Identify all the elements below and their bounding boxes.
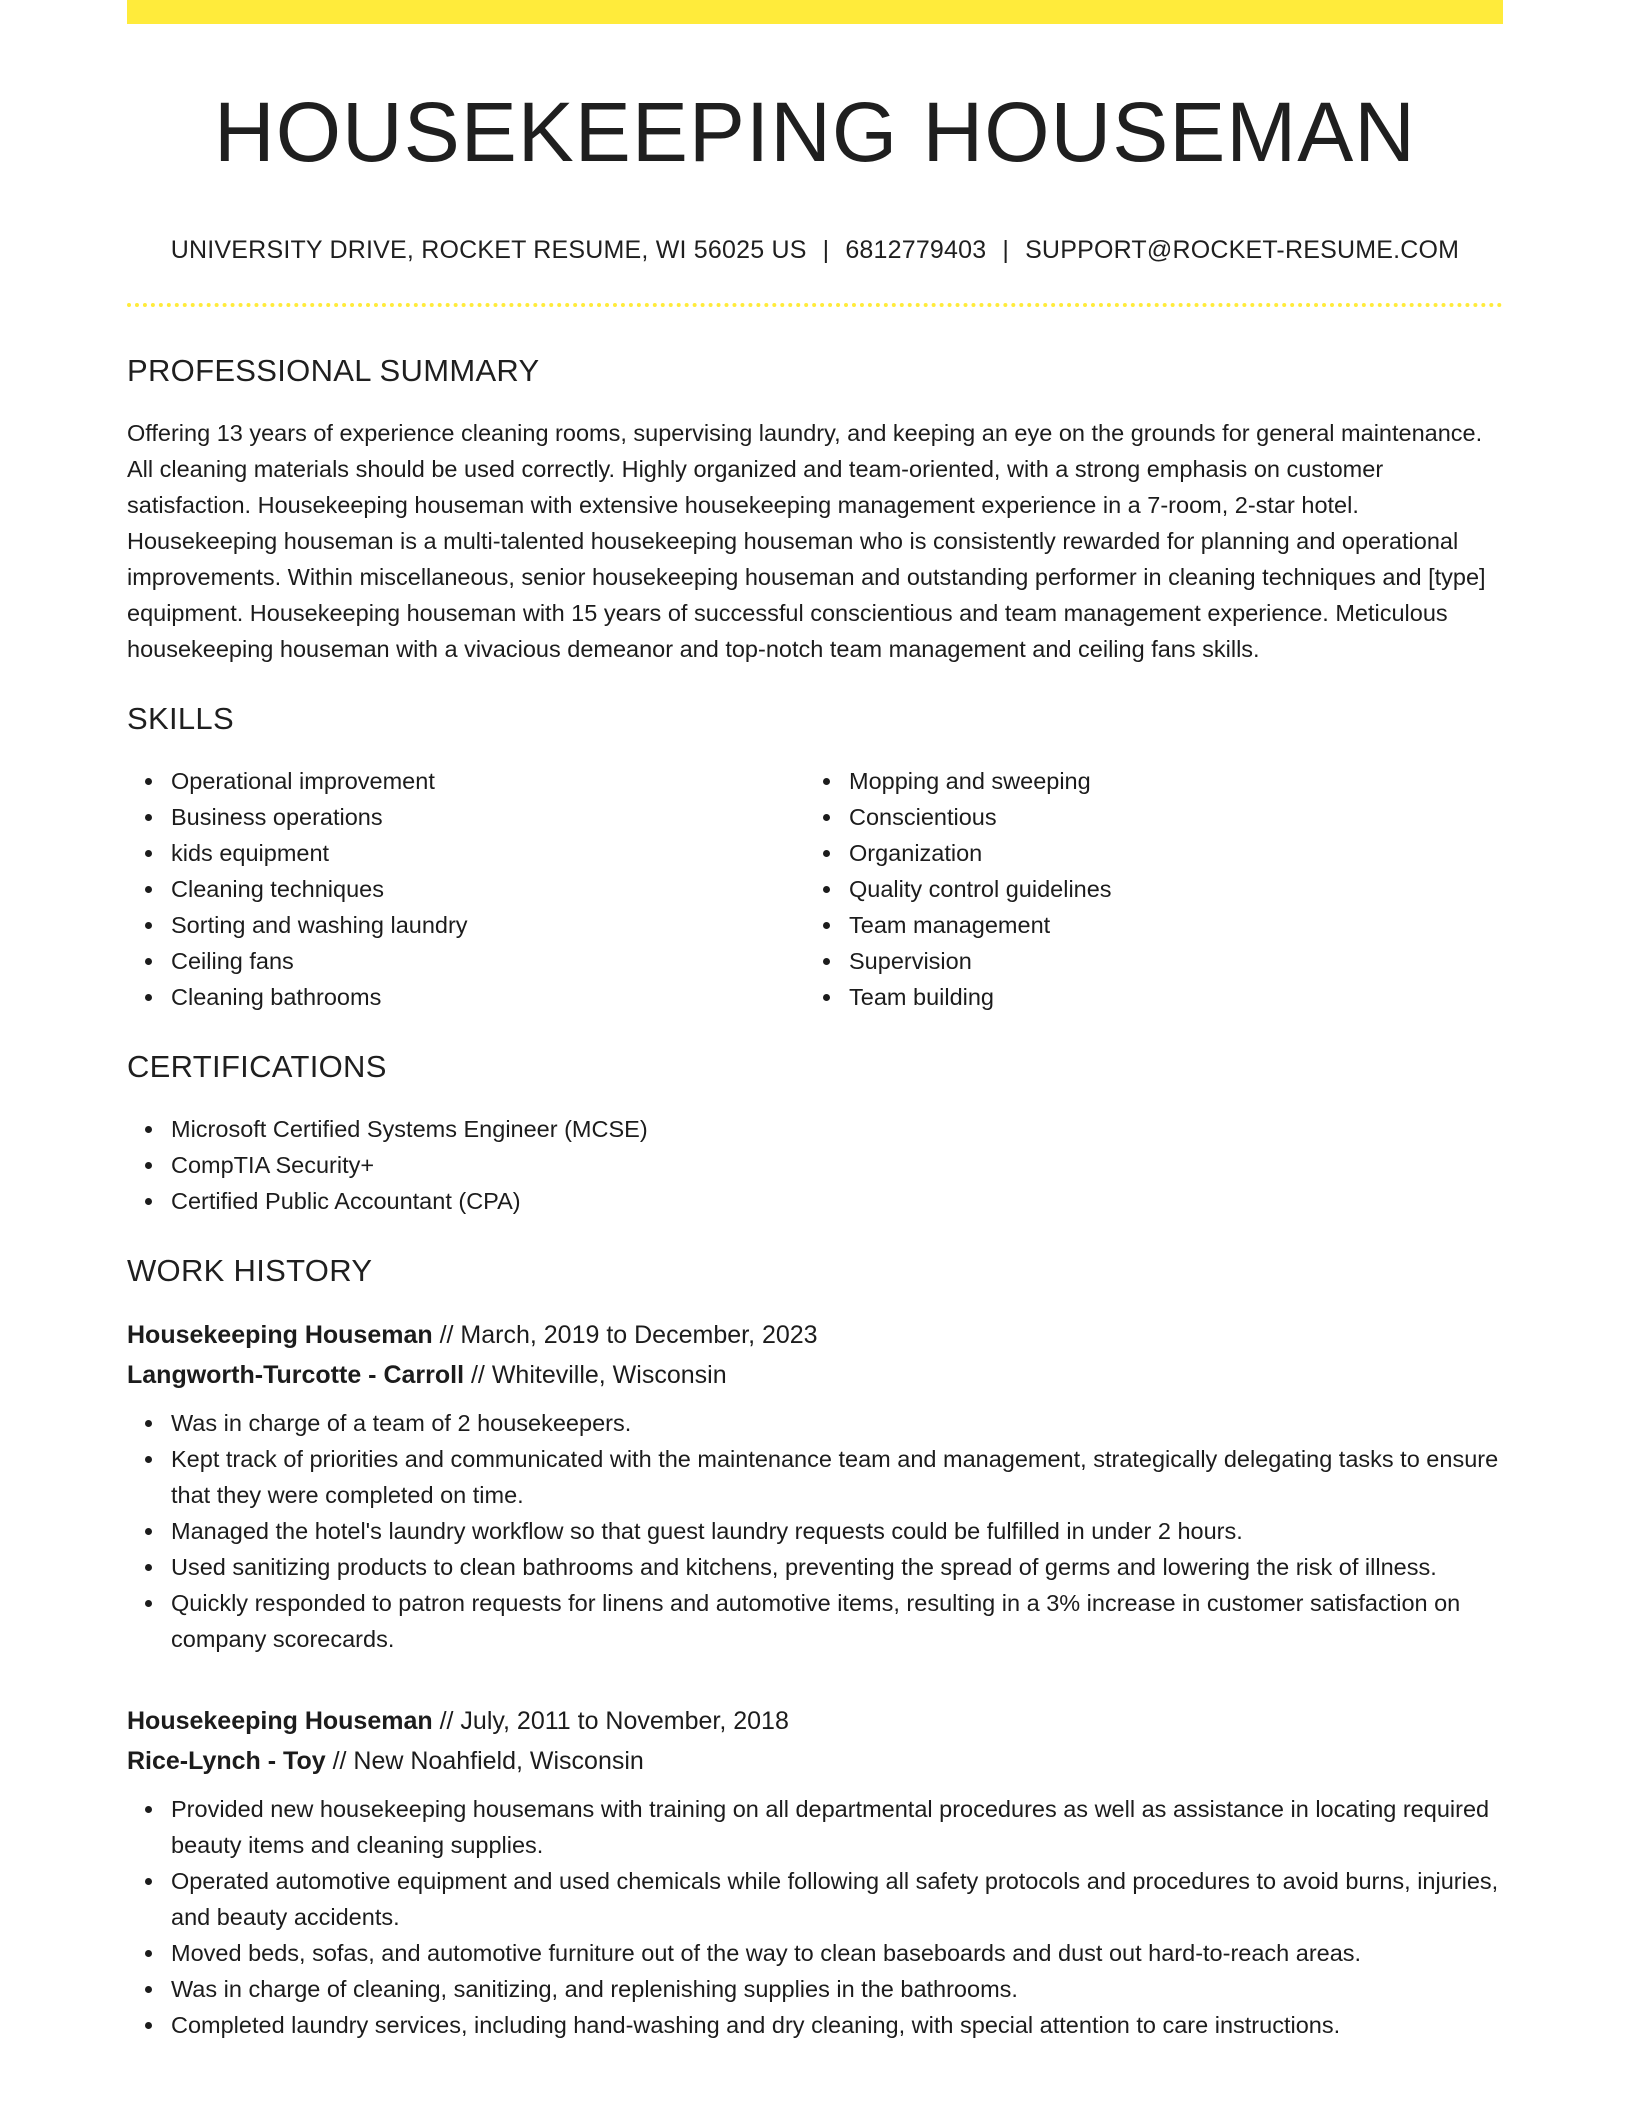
job-title-line bbox=[127, 1315, 1503, 1355]
skills-column-left bbox=[127, 763, 805, 1015]
job-title: Housekeeping Houseman bbox=[127, 1707, 433, 1736]
job-duty: Provided new housekeeping housemans with training on all departmental procedures as well as assistance in locating required beauty items and cleaning supplies. bbox=[171, 1791, 1503, 1863]
job-duties-list bbox=[127, 1405, 1503, 1657]
job-company-line bbox=[127, 1355, 1503, 1395]
job-duty: Moved beds, sofas, and automotive furniture out of the way to clean baseboards and dust out hard-to-reach areas. bbox=[171, 1935, 1503, 1971]
summary-text: Offering 13 years of experience cleaning rooms, supervising laundry, and keeping an eye on the grounds for general maintenance. All cleaning materials should be used correctly. Highly organized and team-oriented, with a strong emphasis on customer satisfaction. Housekeeping houseman with extensive housekeeping management experience in a 7-room, 2-star hotel. Housekeeping houseman is a multi-talented housekeeping houseman who is consistently rewarded for planning and operational improvements. Within miscellaneous, senior housekeeping houseman and outstanding performer in cleaning techniques and [type] equipment. Housekeeping houseman with 15 years of successful conscientious and team management experience. Meticulous housekeeping houseman with a vivacious demeanor and top-notch team management and ceiling fans skills. bbox=[127, 420, 1486, 663]
resume-name: HOUSEKEEPING HOUSEMAN bbox=[214, 85, 1416, 179]
job-duty: Was in charge of a team of 2 housekeepers. bbox=[171, 1405, 1503, 1441]
contact-line bbox=[127, 236, 1503, 265]
skill-item: Conscientious bbox=[849, 799, 1483, 835]
skill-item: Organization bbox=[849, 835, 1483, 871]
contact-email: SUPPORT@ROCKET-RESUME.COM bbox=[1025, 236, 1460, 265]
skills-column-right bbox=[805, 763, 1483, 1015]
job-title: Housekeeping Houseman bbox=[127, 1321, 433, 1350]
summary-heading: PROFESSIONAL SUMMARY bbox=[127, 353, 540, 389]
job-dates: // July, 2011 to November, 2018 bbox=[432, 1707, 789, 1736]
job-duty: Operated automotive equipment and used chemicals while following all safety protocols and procedures to avoid burns, injuries, and beauty accidents. bbox=[171, 1863, 1503, 1935]
job-duties-list bbox=[127, 1791, 1503, 2043]
job-duty: Was in charge of cleaning, sanitizing, and replenishing supplies in the bathrooms. bbox=[171, 1971, 1503, 2007]
skill-item: Sorting and washing laundry bbox=[171, 907, 805, 943]
contact-phone: 6812779403 bbox=[845, 236, 987, 265]
job-company: Rice-Lynch - Toy bbox=[127, 1747, 326, 1776]
accent-top-bar bbox=[127, 0, 1503, 24]
skill-item: Ceiling fans bbox=[171, 943, 805, 979]
contact-address: UNIVERSITY DRIVE, ROCKET RESUME, WI 56025 US bbox=[170, 236, 807, 265]
skill-item: Team management bbox=[849, 907, 1483, 943]
skill-item: Cleaning techniques bbox=[171, 871, 805, 907]
skill-item: Team building bbox=[849, 979, 1483, 1015]
job-duty: Completed laundry services, including hand-washing and dry cleaning, with special attention to care instructions. bbox=[171, 2007, 1503, 2043]
skills-list bbox=[127, 763, 1503, 1015]
job-duty: Quickly responded to patron requests for linens and automotive items, resulting in a 3% increase in customer satisfaction on company scorecards. bbox=[171, 1585, 1503, 1657]
job-dates: // March, 2019 to December, 2023 bbox=[432, 1321, 818, 1350]
skill-item: kids equipment bbox=[171, 835, 805, 871]
certifications-list bbox=[127, 1111, 1503, 1219]
job-entry bbox=[127, 1315, 1503, 1657]
resume-page bbox=[127, 0, 1503, 2043]
skill-item: Supervision bbox=[849, 943, 1483, 979]
job-duty: Kept track of priorities and communicated with the maintenance team and management, strategically delegating tasks to ensure that they were completed on time. bbox=[171, 1441, 1503, 1513]
job-title-line bbox=[127, 1701, 1503, 1741]
certification-item: CompTIA Security+ bbox=[171, 1147, 1503, 1183]
skill-item: Business operations bbox=[171, 799, 805, 835]
dotted-divider bbox=[127, 303, 1503, 307]
work-history-heading: WORK HISTORY bbox=[127, 1253, 373, 1289]
skill-item: Cleaning bathrooms bbox=[171, 979, 805, 1015]
job-location: // New Noahfield, Wisconsin bbox=[325, 1747, 644, 1776]
job-duty: Used sanitizing products to clean bathrooms and kitchens, preventing the spread of germs and lowering the risk of illness. bbox=[171, 1549, 1503, 1585]
job-company-line bbox=[127, 1741, 1503, 1781]
job-entry bbox=[127, 1701, 1503, 2043]
job-company: Langworth-Turcotte - Carroll bbox=[127, 1361, 465, 1390]
contact-separator: | bbox=[822, 236, 830, 265]
contact-separator: | bbox=[1002, 236, 1010, 265]
certification-item: Microsoft Certified Systems Engineer (MCSE) bbox=[171, 1111, 1503, 1147]
certification-item: Certified Public Accountant (CPA) bbox=[171, 1183, 1503, 1219]
skill-item: Quality control guidelines bbox=[849, 871, 1483, 907]
certifications-heading: CERTIFICATIONS bbox=[127, 1049, 387, 1085]
skills-heading: SKILLS bbox=[127, 701, 234, 737]
job-duty: Managed the hotel's laundry workflow so that guest laundry requests could be fulfilled in under 2 hours. bbox=[171, 1513, 1503, 1549]
skill-item: Operational improvement bbox=[171, 763, 805, 799]
job-location: // Whiteville, Wisconsin bbox=[464, 1361, 727, 1390]
skill-item: Mopping and sweeping bbox=[849, 763, 1483, 799]
